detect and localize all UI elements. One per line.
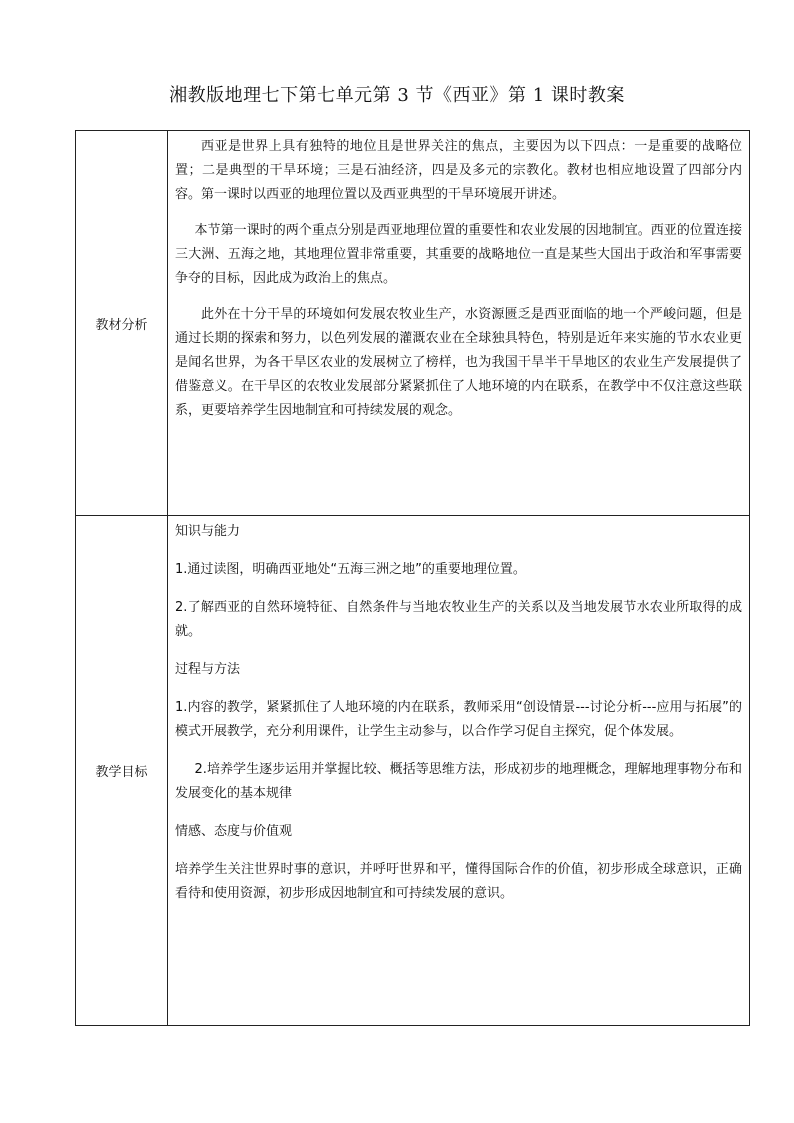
analysis-paragraph-2: 本节第一课时的两个重点分别是西亚地理位置的重要性和农业发展的因地制宜。西亚的位置连接三大洲、五海之地，其地理位置非常重要，其重要的战略地位一直是某些大国出于政治和军事需要争夺的目标，因此成为政治上的焦点。	[175, 223, 742, 286]
knowledge-item-1: 1.通过读图，明确西亚地处“五海三洲之地”的重要地理位置。	[175, 562, 526, 577]
row-label-analysis: 教材分析	[76, 131, 168, 516]
analysis-paragraph-1: 西亚是世界上具有独特的地位且是世界关注的焦点，主要因为以下四点：一是重要的战略位置；二是典型的干旱环境；三是石油经济，四是及多元的宗教化。教材也相应地设置了四部分内容。第一课时以西亚的地理位置以及西亚典型的干旱环境展开讲述。	[175, 139, 742, 202]
knowledge-heading: 知识与能力	[175, 524, 241, 539]
analysis-content	[168, 131, 750, 516]
process-item-1: 1.内容的教学，紧紧抓住了人地环境的内在联系，教师采用“创设情景---讨论分析---应用与拓展”的模式开展教学，充分利用课件，让学生主动参与，以合作学习促自主探究，促个体发展。	[175, 700, 742, 739]
emotion-heading: 情感、态度与价值观	[175, 824, 293, 839]
document-title: 湘教版地理七下第七单元第 3 节《西亚》第 1 课时教案	[169, 85, 625, 106]
emotion-item-1: 培养学生关注世界时事的意识，并呼吁世界和平，懂得国际合作的价值，初步形成全球意识，正确看待和使用资源，初步形成因地制宜和可持续发展的意识。	[175, 862, 742, 901]
analysis-paragraph-3: 此外在十分干旱的环境如何发展农牧业生产，水资源匮乏是西亚面临的地一个严峻问题，但是通过长期的探索和努力，以色列发展的灌溉农业在全球独具特色，特别是近年来实施的节水农业更是闻名世界，为各干旱区农业的发展树立了榜样，也为我国干旱半干旱地区的农业生产发展提供了借鉴意义。在干旱区的农牧业发展部分紧紧抓住了人地环境的内在联系，在教学中不仅注意这些联系，更要培养学生因地制宜和可持续发展的观念。	[175, 307, 742, 418]
process-item-2: 2.培养学生逐步运用并掌握比较、概括等思维方法，形成初步的地理概念，理解地理事物分布和发展变化的基本规律	[175, 762, 742, 801]
knowledge-item-2: 2.了解西亚的自然环境特征、自然条件与当地农牧业生产的关系以及当地发展节水农业所取得的成就。	[175, 600, 742, 639]
goals-content	[168, 516, 750, 1026]
table-row-analysis	[76, 131, 750, 516]
lesson-plan-table	[75, 130, 750, 1026]
process-heading: 过程与方法	[175, 662, 241, 677]
table-row-goals	[76, 516, 750, 1026]
row-label-goals: 教学目标	[76, 516, 168, 1026]
